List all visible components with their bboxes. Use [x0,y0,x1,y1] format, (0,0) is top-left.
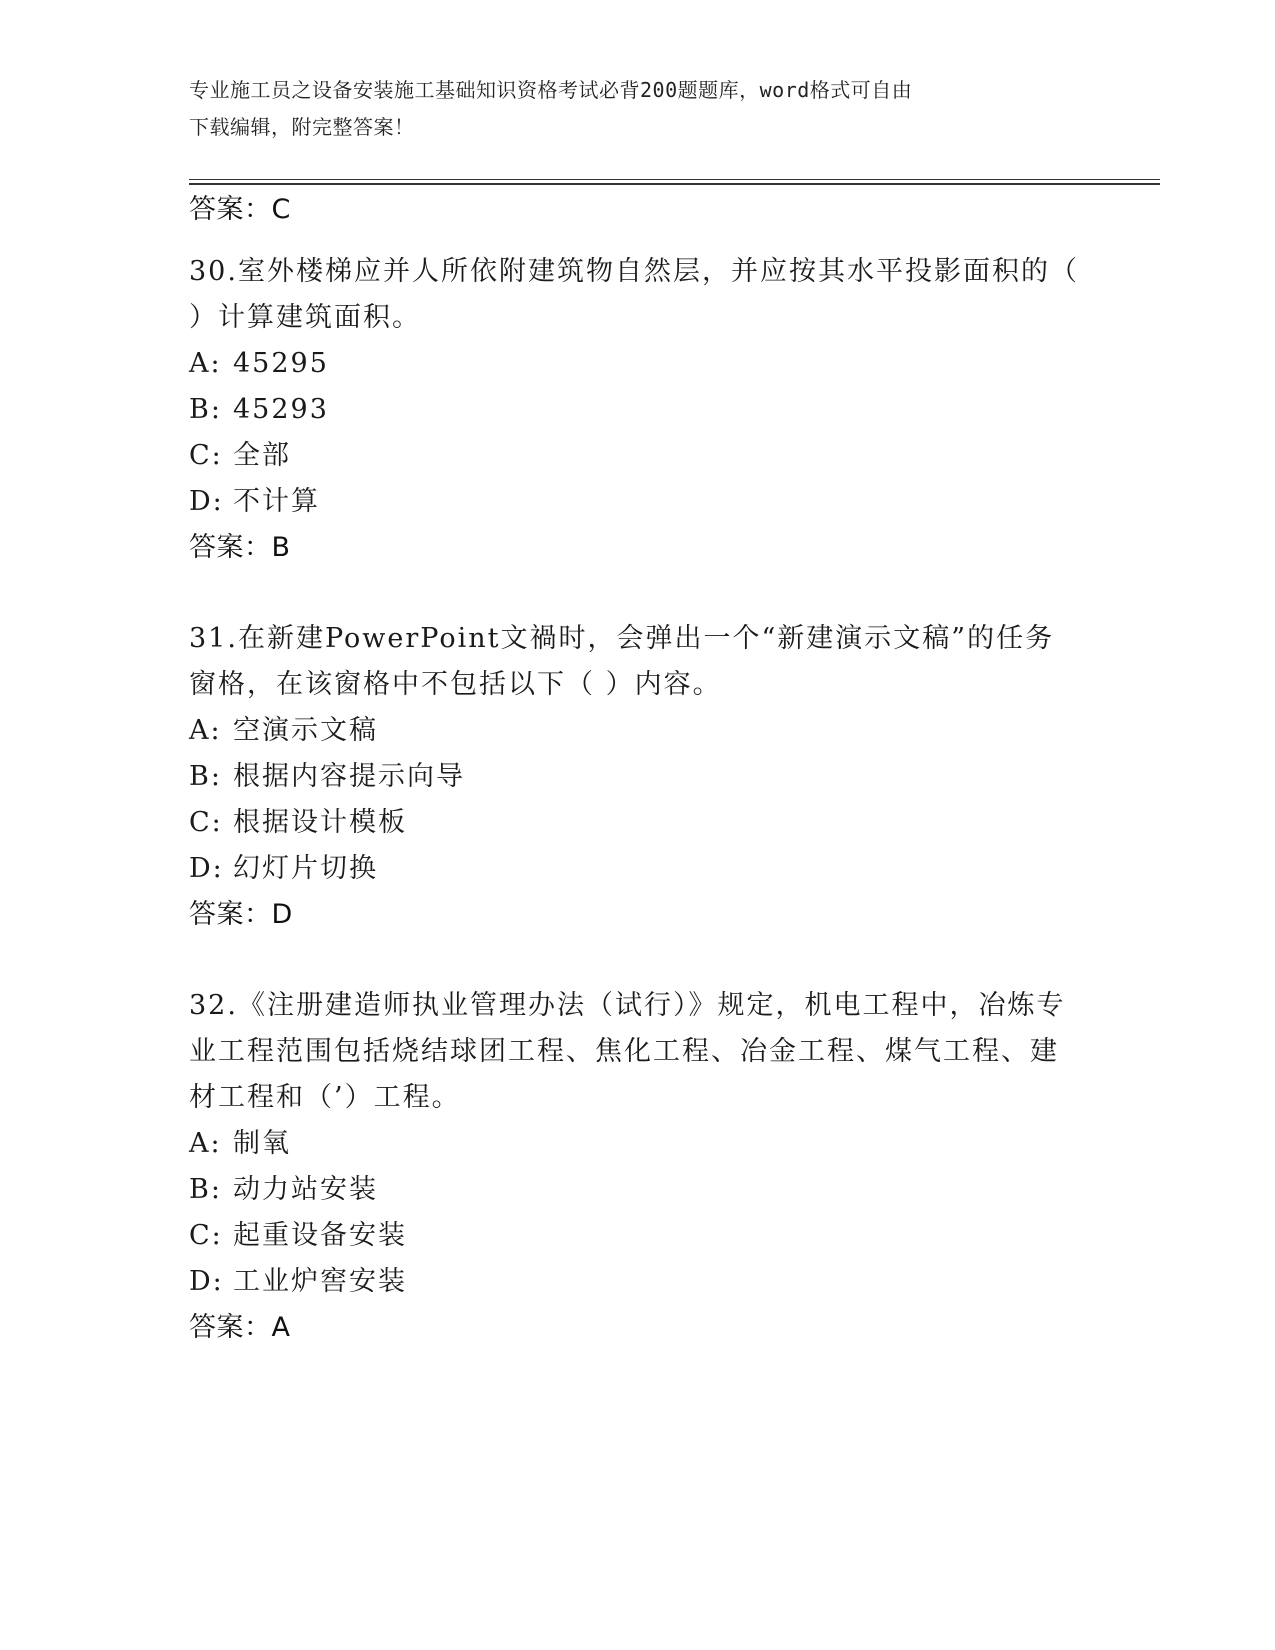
option-d [189,1259,1089,1305]
question-text-line: 材工程和（’）工程。 [189,1082,461,1113]
option-letter: A: [189,348,222,379]
option-b [189,754,1089,800]
option-c [189,1213,1089,1259]
option-letter: A: [189,1128,222,1159]
previous-answer: 答案：C [189,194,291,225]
option-text: 空演示文稿 [233,715,378,746]
option-a [189,1121,1089,1167]
option-text: 起重设备安装 [233,1220,407,1251]
option-text: 全部 [233,440,291,471]
option-letter: C: [189,1220,223,1251]
option-text: 根据内容提示向导 [233,761,465,792]
option-text: 45295 [233,348,329,379]
option-text: 制氧 [233,1128,291,1159]
option-text: 根据设计模板 [233,807,407,838]
question-text-line: ）计算建筑面积。 [189,302,421,333]
option-text: 工业炉窖安装 [233,1266,407,1297]
question-text-line: 30.室外楼梯应并人所依附建筑物自然层，并应按其水平投影面积的（ [189,256,1079,287]
option-letter: D: [189,1266,224,1297]
option-letter: C: [189,440,223,471]
option-text: 不计算 [233,486,320,517]
option-b [189,1167,1089,1213]
option-a [189,341,1089,387]
option-a [189,708,1089,754]
option-text: 动力站安装 [233,1174,378,1205]
question-text-line: 窗格，在该窗格中不包括以下（ ）内容。 [189,669,722,700]
option-letter: B: [189,761,222,792]
document-header [189,72,1069,146]
option-letter: B: [189,1174,222,1205]
option-text: 45293 [233,394,329,425]
option-d [189,479,1089,525]
option-c [189,433,1089,479]
option-b [189,387,1089,433]
answer-label: 答案：D [189,899,293,930]
option-d [189,846,1089,892]
question-text-line: 32.《注册建造师执业管理办法（试行）》规定，机电工程中，冶炼专 [189,990,1066,1021]
question-31 [189,616,1089,938]
answer-label: 答案：B [189,532,291,563]
question-30 [189,249,1089,571]
option-letter: A: [189,715,222,746]
option-letter: C: [189,807,223,838]
option-letter: B: [189,394,222,425]
option-text: 幻灯片切换 [233,853,378,884]
answer-label: 答案：A [189,1312,291,1343]
header-divider [189,179,1160,185]
option-c [189,800,1089,846]
option-letter: D: [189,853,224,884]
option-letter: D: [189,486,224,517]
question-text-line: 业工程范围包括烧结球团工程、焦化工程、冶金工程、煤气工程、建 [189,1036,1059,1067]
header-line-2: 下载编辑，附完整答案！ [189,115,415,139]
header-line-1: 专业施工员之设备安装施工基础知识资格考试必背200题题库，word格式可自由 [189,78,913,102]
question-32 [189,983,1089,1351]
question-text-line: 31.在新建PowerPoint文禍时，会弹出一个“新建演示文稿”的任务 [189,623,1055,654]
